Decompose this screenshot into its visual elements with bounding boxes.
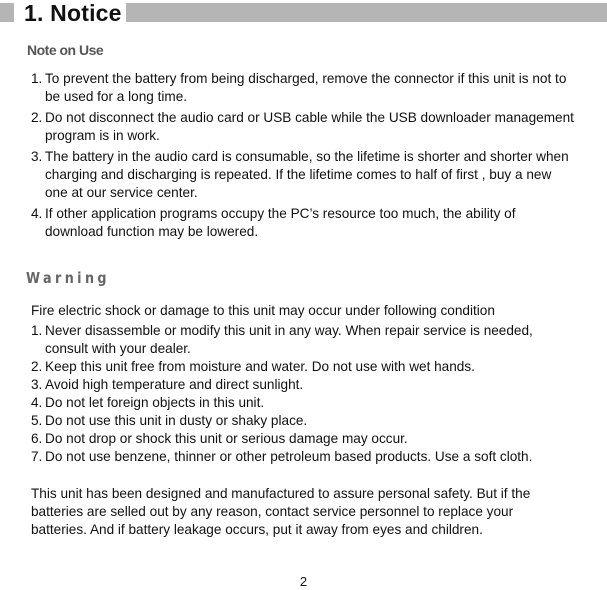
note-on-use-heading: Note on Use — [27, 42, 104, 58]
item-text: Do not let foreign objects in this unit. — [45, 395, 265, 410]
item-number: 3. — [31, 377, 43, 392]
section-title: 1. Notice — [24, 0, 122, 26]
list-item — [31, 394, 576, 412]
list-item — [31, 109, 576, 145]
item-text: To prevent the battery from being discharged, remove the connector if this unit is not to be used for a long time. — [45, 71, 567, 104]
safety-paragraph: This unit has been designed and manufactured to assure personal safety. But if the batteries are selled out by any reason, contact service personnel to replace your batteries. And if battery leakage occurs, put it away from eyes and children. — [31, 486, 531, 537]
warning-list — [31, 322, 576, 466]
warning-heading: Warning — [26, 269, 110, 287]
item-number: 6. — [31, 431, 43, 446]
page-number: 2 — [299, 574, 308, 589]
item-number: 7. — [31, 449, 43, 464]
list-item — [31, 205, 576, 241]
item-number: 4. — [31, 395, 43, 410]
warning-intro: Fire electric shock or damage to this unit may occur under following condition — [31, 303, 495, 318]
item-text: Do not use this unit in dusty or shaky place. — [45, 413, 308, 428]
item-number: 4. — [31, 206, 43, 221]
list-item — [31, 148, 576, 202]
item-text: Avoid high temperature and direct sunlight. — [45, 377, 304, 392]
item-text: If other application programs occupy the PC’s resource too much, the ability of download function may be lowered. — [45, 206, 516, 239]
list-item — [31, 358, 576, 376]
list-item — [31, 322, 576, 358]
list-item — [31, 70, 576, 106]
item-number: 2. — [31, 359, 43, 374]
item-text: Keep this unit free from moisture and water. Do not use with wet hands. — [45, 359, 475, 374]
item-text: Never disassemble or modify this unit in any way. When repair service is needed, consult with your dealer. — [45, 323, 533, 356]
item-number: 1. — [31, 323, 43, 338]
item-text: Do not disconnect the audio card or USB cable while the USB downloader management program is in work. — [45, 110, 574, 143]
note-on-use-list — [31, 70, 576, 244]
item-text: The battery in the audio card is consumable, so the lifetime is shorter and shorter when charging and discharging is repeated. If the lifetime comes to half of first , buy a new one at our service center. — [45, 149, 569, 200]
header-left-block — [0, 3, 14, 22]
item-text: Do not use benzene, thinner or other petroleum based products. Use a soft cloth. — [45, 449, 533, 464]
section-header-bar — [0, 0, 607, 26]
item-number: 5. — [31, 413, 43, 428]
item-number: 2. — [31, 110, 43, 125]
header-right-block — [126, 3, 607, 22]
item-text: Do not drop or shock this unit or serious damage may occur. — [45, 431, 408, 446]
list-item — [31, 430, 576, 448]
list-item — [31, 448, 576, 466]
item-number: 3. — [31, 149, 43, 164]
list-item — [31, 412, 576, 430]
item-number: 1. — [31, 71, 43, 86]
list-item — [31, 376, 576, 394]
